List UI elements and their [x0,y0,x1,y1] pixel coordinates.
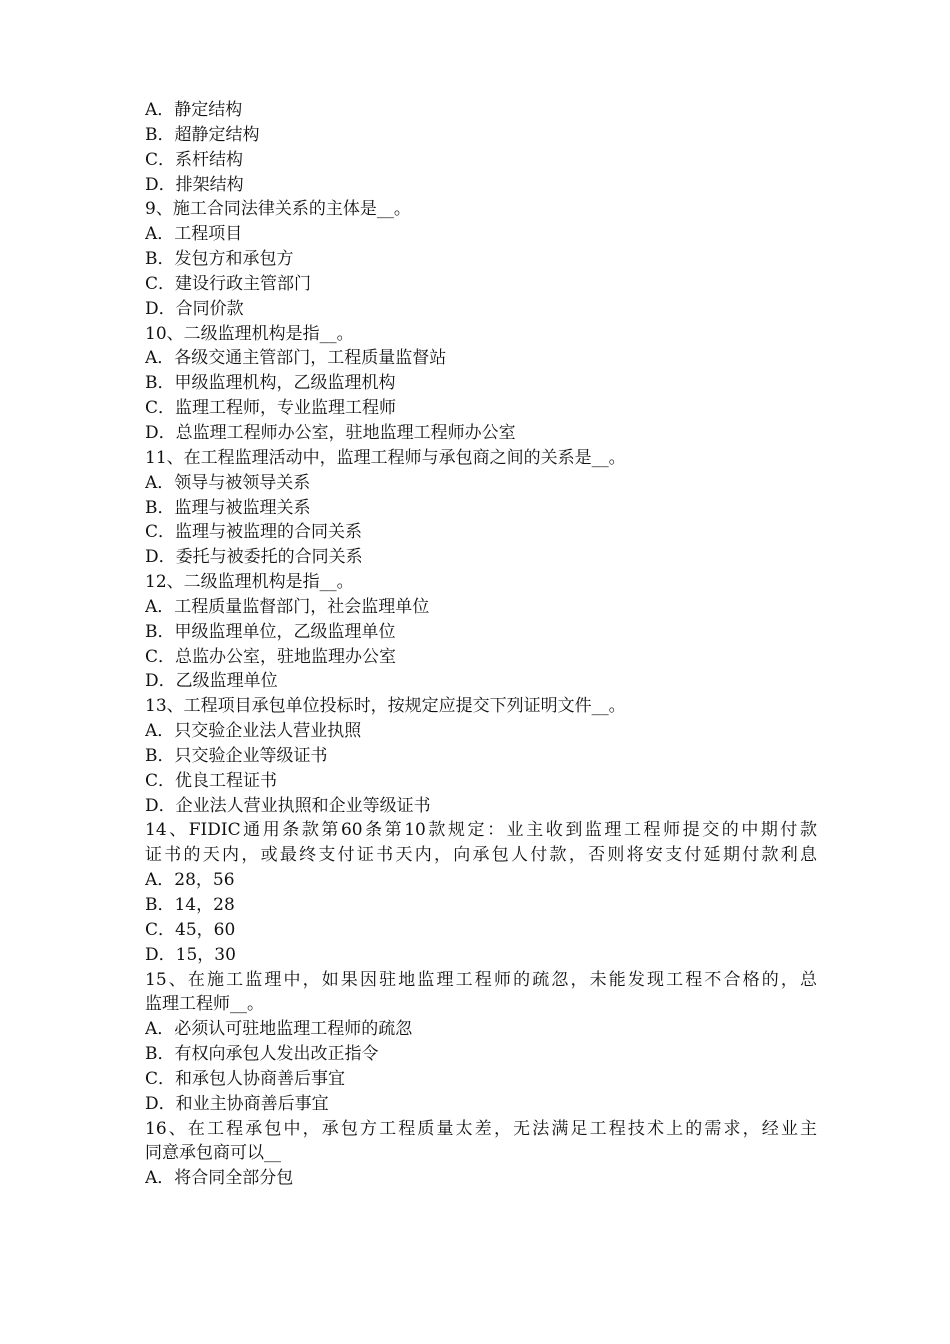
document-body [145,98,817,1191]
text-line: 13、工程项目承包单位投标时，按规定应提交下列证明文件__。 [145,696,626,717]
text-line: C．优良工程证书 [145,770,278,791]
text-line: D．15，30 [145,944,236,965]
text-line: 14、FIDIC通用条款第60条第10款规定：业主收到监理工程师提交的中期付款 [145,820,817,841]
text-line: 9、施工合同法律关系的主体是__。 [145,199,411,220]
text-line: B．监理与被监理关系 [145,497,311,518]
text-line: B．发包方和承包方 [145,249,294,270]
text-line: A．只交验企业法人营业执照 [145,721,362,742]
text-line: C．建设行政主管部门 [145,273,312,294]
text-line: 监理工程师__。 [145,994,264,1015]
text-line: 10、二级监理机构是指__。 [145,323,354,344]
text-line: B．甲级监理机构，乙级监理机构 [145,373,396,394]
text-line: A．工程质量监督部门，社会监理单位 [145,596,430,617]
text-line: 16、在工程承包中，承包方工程质量太差，无法满足工程技术上的需求，经业主 [145,1118,817,1139]
text-line: D．乙级监理单位 [145,671,278,692]
text-line: A．工程项目 [145,224,243,245]
text-line: D．排架结构 [145,174,244,195]
text-line: 12、二级监理机构是指__。 [145,572,354,593]
text-line: B．超静定结构 [145,124,260,145]
text-line: A．领导与被领导关系 [145,472,311,493]
text-line: B．甲级监理单位，乙级监理单位 [145,621,396,642]
text-line: C．系杆结构 [145,149,244,170]
text-line: B．14，28 [145,895,235,915]
text-line: 11、在工程监理活动中，监理工程师与承包商之间的关系是__。 [145,447,626,468]
text-line: B．只交验企业等级证书 [145,745,328,766]
text-line: C．监理与被监理的合同关系 [145,522,363,543]
text-line: B．有权向承包人发出改正指令 [145,1044,379,1065]
text-line: 证书的天内，或最终支付证书天内，向承包人付款，否则将安支付延期付款利息 [145,845,817,866]
text-line: A．28，56 [145,870,235,891]
text-line: D．和业主协商善后事宜 [145,1093,329,1114]
text-line: A．静定结构 [145,100,243,120]
text-line: C．45，60 [145,919,236,940]
text-line: D．委托与被委托的合同关系 [145,547,363,568]
text-line: D．企业法人营业执照和企业等级证书 [145,795,431,816]
text-line: A．各级交通主管部门，工程质量监督站 [145,348,447,369]
text-line: D．总监理工程师办公室，驻地监理工程师办公室 [145,422,516,443]
text-line: C．总监办公室，驻地监理办公室 [145,646,397,667]
text-line: A．必须认可驻地监理工程师的疏忽 [145,1019,413,1040]
text-line: A．将合同全部分包 [145,1168,294,1189]
text-line: 同意承包商可以__ [145,1143,281,1164]
text-line: C．和承包人协商善后事宜 [145,1068,346,1089]
text-line: C．监理工程师，专业监理工程师 [145,398,397,419]
text-line: D．合同价款 [145,298,244,319]
text-line: 15、在施工监理中，如果因驻地监理工程师的疏忽，未能发现工程不合格的，总 [145,969,817,990]
